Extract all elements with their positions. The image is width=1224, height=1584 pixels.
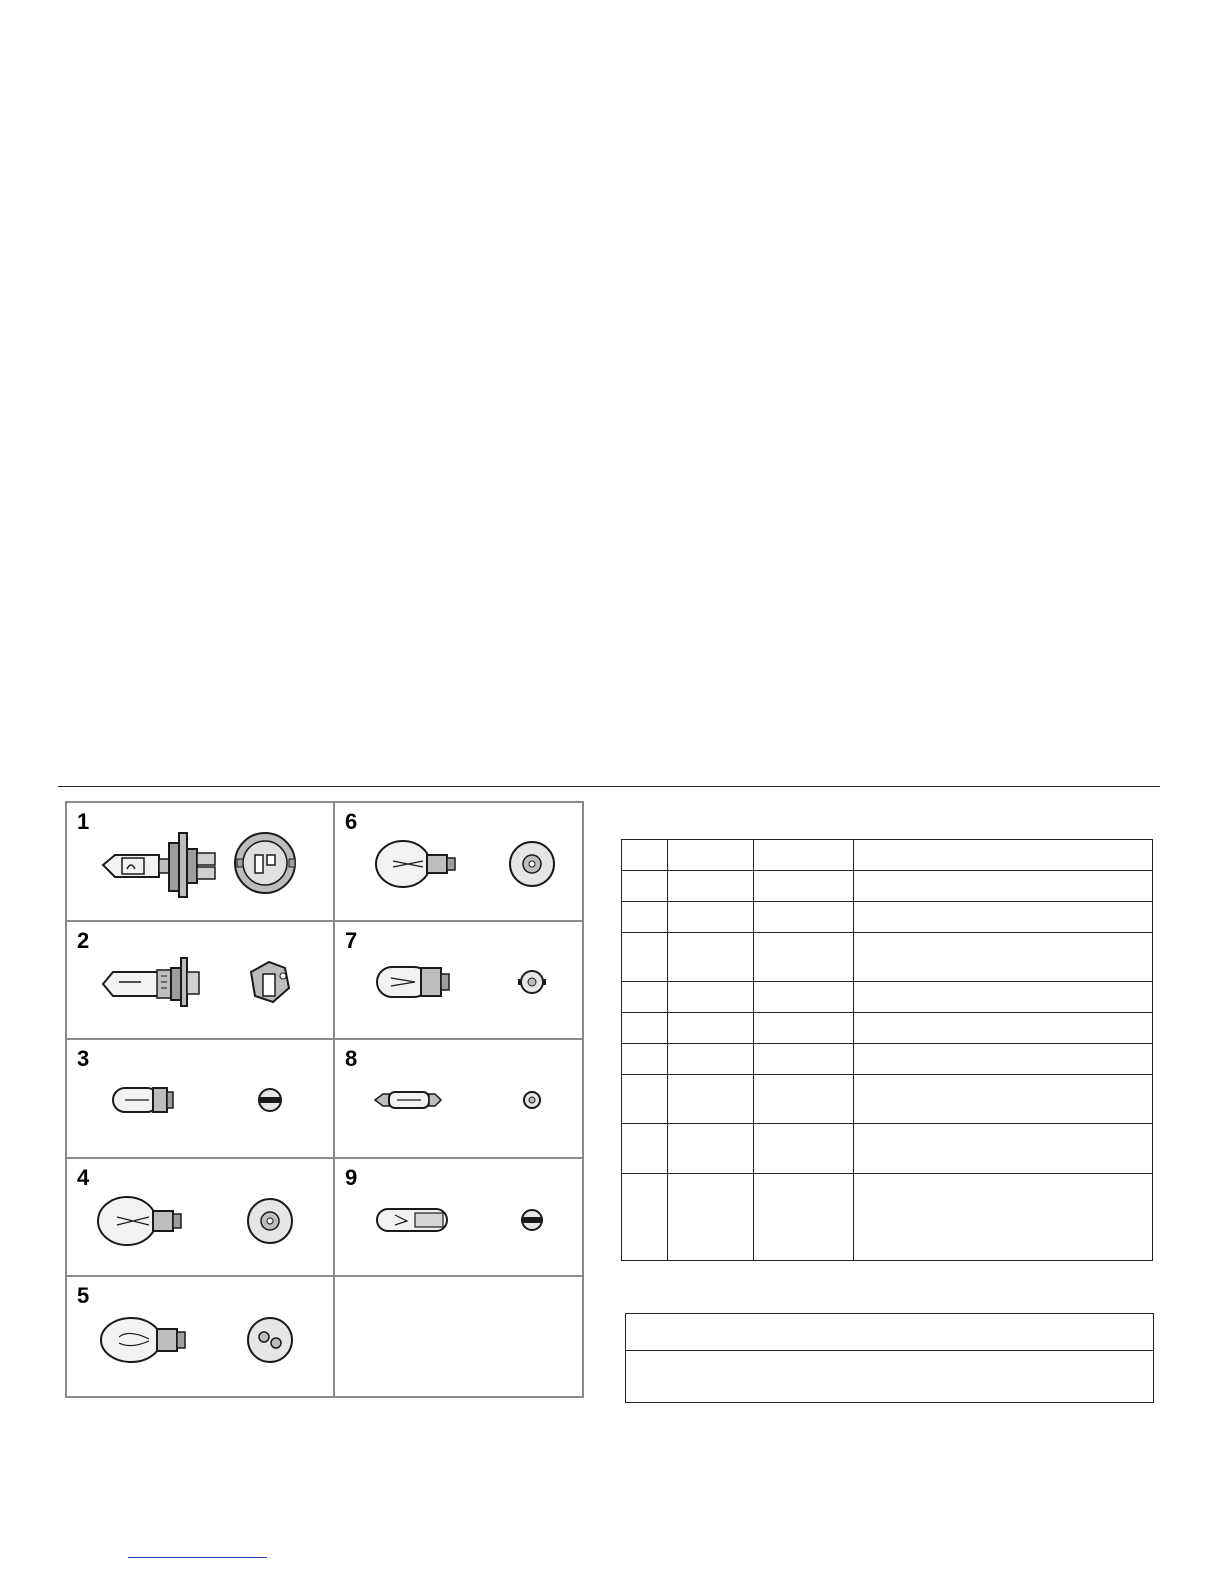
glass-wedge-bulb-icon bbox=[335, 1159, 584, 1278]
bulb-type-figure bbox=[65, 801, 584, 1398]
table-row bbox=[622, 1075, 1153, 1124]
table-row bbox=[622, 840, 1153, 871]
bulb-cell-2 bbox=[67, 922, 335, 1041]
bulb-cell-9 bbox=[335, 1159, 582, 1278]
table-row bbox=[622, 871, 1153, 902]
bulb-cell-4 bbox=[67, 1159, 335, 1278]
bulb-number: 3 bbox=[77, 1046, 90, 1072]
note-box-divider bbox=[626, 1350, 1153, 1351]
table-row bbox=[622, 982, 1153, 1013]
single-filament-bayonet-bulb-icon bbox=[335, 803, 584, 922]
bulb-cell-1 bbox=[67, 803, 335, 922]
h4-headlamp-bulb-icon bbox=[67, 803, 335, 922]
bulb-number: 9 bbox=[345, 1164, 358, 1190]
dual-filament-bayonet-bulb-icon bbox=[67, 1277, 335, 1396]
note-box bbox=[625, 1313, 1154, 1403]
bulb-number: 1 bbox=[77, 809, 90, 834]
table-row bbox=[622, 1013, 1153, 1044]
large-bayonet-bulb-icon bbox=[67, 1159, 335, 1278]
wedge-capsule-bulb-icon bbox=[67, 1040, 335, 1159]
bulb-number: 4 bbox=[77, 1164, 90, 1190]
table-row bbox=[622, 1174, 1153, 1261]
h1-headlamp-bulb-icon bbox=[67, 922, 335, 1041]
bulb-number: 7 bbox=[345, 927, 358, 953]
bulb-cell-7 bbox=[335, 922, 582, 1041]
table-row bbox=[622, 902, 1153, 933]
footer-link-underline[interactable] bbox=[128, 1557, 267, 1558]
table-row bbox=[622, 1044, 1153, 1075]
table-row bbox=[622, 1124, 1153, 1174]
bulb-cell-6 bbox=[335, 803, 582, 922]
section-divider bbox=[58, 786, 1160, 787]
small-bayonet-bulb-icon bbox=[335, 922, 584, 1041]
bulb-cell-5 bbox=[67, 1277, 335, 1396]
bulb-number: 2 bbox=[77, 927, 90, 953]
bulb-spec-table bbox=[621, 839, 1153, 1261]
bulb-number: 5 bbox=[77, 1283, 90, 1309]
table-row bbox=[622, 933, 1153, 982]
festoon-bulb-icon bbox=[335, 1040, 584, 1159]
bulb-cell-8 bbox=[335, 1040, 582, 1159]
bulb-cell-3 bbox=[67, 1040, 335, 1159]
bulb-number: 6 bbox=[345, 809, 358, 834]
bulb-number: 8 bbox=[345, 1046, 358, 1072]
bulb-cell-empty bbox=[335, 1277, 582, 1396]
